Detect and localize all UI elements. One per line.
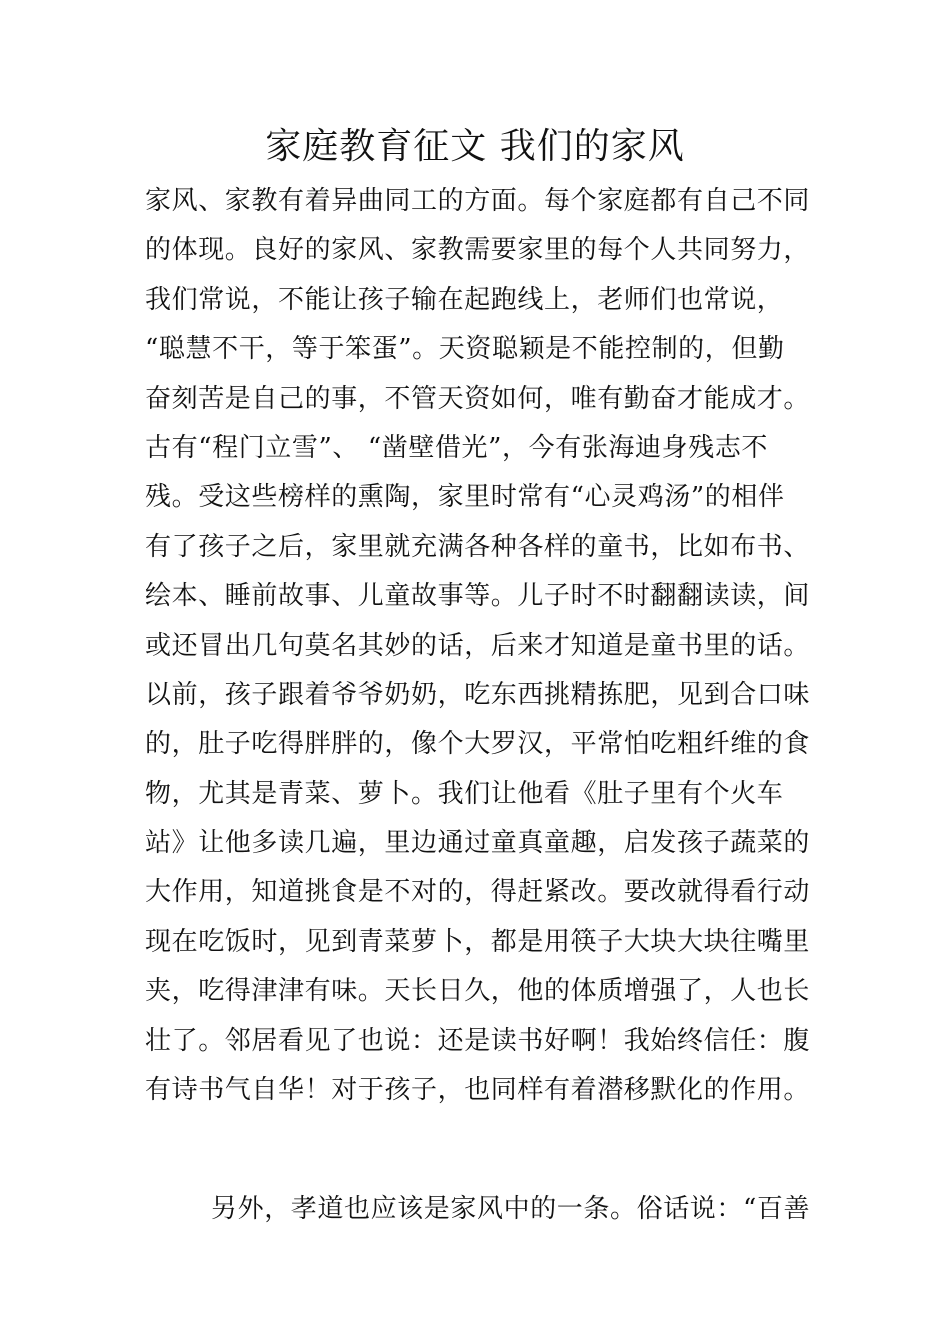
paragraph-line: 大作用，知道挑食是不对的，得赶紧改。要改就得看行动 <box>145 877 811 908</box>
document-body <box>145 177 810 1235</box>
paragraph-line: 的体现。良好的家风、家教需要家里的每个人共同努力， <box>145 235 811 266</box>
paragraph-line: 或还冒出几句莫名其妙的话，后来才知道是童书里的话。 <box>145 630 811 661</box>
paragraph-line: 夹，吃得津津有味。天长日久，他的体质增强了，人也长 <box>145 976 811 1007</box>
paragraph-line: 物，尤其是青菜、萝卜。我们让他看《肚子里有个火车 <box>145 778 784 809</box>
paragraph-line: 奋刻苦是自己的事，不管天资如何，唯有勤奋才能成才。 <box>145 383 811 414</box>
paragraph-line: 家风、家教有着异曲同工的方面。每个家庭都有自己不同 <box>145 186 811 216</box>
paragraph-line: 有了孩子之后，家里就充满各种各样的童书，比如布书、 <box>145 531 811 562</box>
paragraph-line: 有诗书气自华！对于孩子，也同样有着潜移默化的作用。 <box>145 1075 811 1106</box>
paragraph-line: 古有“程门立雪”、 “凿壁借光”，今有张海迪身残志不 <box>145 432 769 463</box>
paragraph-line: 站》让他多读几遍，里边通过童真童趣，启发孩子蔬菜的 <box>145 828 811 859</box>
paragraph-line: 残。受这些榜样的熏陶，家里时常有“心灵鸡汤”的相伴 <box>145 482 785 513</box>
paragraph-line: 以前，孩子跟着爷爷奶奶，吃东西挑精拣肥，见到合口味 <box>145 679 811 710</box>
paragraph-line: “聪慧不干，等于笨蛋”。天资聪颖是不能控制的，但勤 <box>145 334 785 365</box>
paragraph-line: 壮了。邻居看见了也说：还是读书好啊！我始终信任：腹 <box>145 1025 811 1056</box>
paragraph-line: 我们常说，不能让孩子输在起跑线上，老师们也常说， <box>145 284 784 315</box>
paragraph-gap <box>145 1115 810 1185</box>
paragraph-line: 的，肚子吃得胖胖的，像个大罗汉，平常怕吃粗纤维的食 <box>145 729 811 760</box>
paragraph-line: 绘本、睡前故事、儿童故事等。儿子时不时翻翻读读，间 <box>145 581 811 612</box>
paragraph-line: 现在吃饭时，见到青菜萝卜，都是用筷子大块大块往嘴里 <box>145 926 811 957</box>
paragraph-line: 另外，孝道也应该是家风中的一条。俗话说：“百善 <box>211 1194 811 1225</box>
document-title: 家庭教育征文 我们的家风 <box>265 126 685 167</box>
